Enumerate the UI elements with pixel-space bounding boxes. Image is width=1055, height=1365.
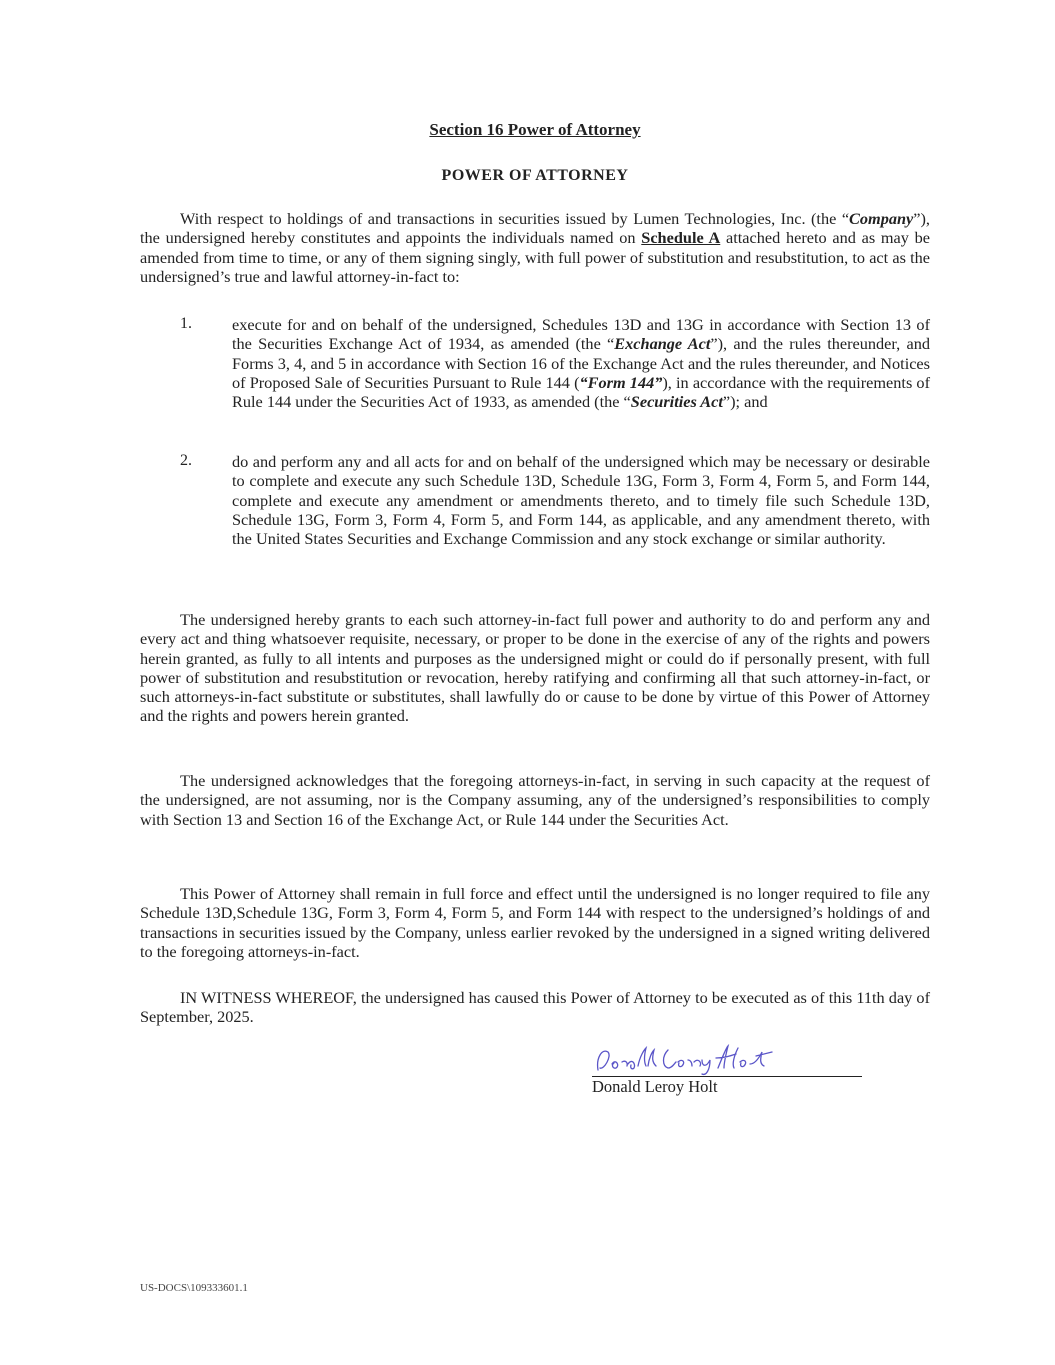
- defined-term: Exchange Act: [614, 334, 711, 354]
- schedule-a-reference: Schedule A: [641, 228, 721, 248]
- signature-block: [592, 1040, 862, 1097]
- text: execute for and on behalf of the undersigned, Schedules 13D and 13G in accordance with Section 13 of the Securities Exchange Act of 1934, as amended (the “: [232, 315, 930, 354]
- defined-term: Securities Act: [630, 392, 723, 412]
- defined-term: Company: [849, 209, 914, 228]
- text: attached hereto and as may be amended from time to time, or any of them signing singly, with full power of substitution and resubstitution, to act as the undersigned’s true and lawful attorney-in-fact to:: [140, 228, 931, 286]
- list-item: [180, 315, 930, 411]
- list-number: 2.: [180, 452, 192, 469]
- handwritten-signature: [592, 1040, 862, 1080]
- text: ”), and the rules thereunder, and Forms 3, 4, and 5 in accordance with Section 16 of the Exchange Act and the rules thereunder, and Notices of Proposed Sale of Securities Pursuant to Rule 144 (: [232, 334, 930, 392]
- document-title: Section 16 Power of Attorney: [429, 120, 641, 139]
- document-id-footer: US-DOCS\109333601.1: [140, 1282, 248, 1294]
- defined-term: “Form 144”: [579, 372, 663, 392]
- list-item-text: do and perform any and all acts for and on behalf of the undersigned which may be necessary or desirable to complete and execute any such Schedule 13D, Schedule 13G, Form 3, Form 4, Form 5, and Form 144, complete and execute any amendment or amendments thereto, and to timely file such Schedule 13D, Schedule 13G, Form 3, Form 4, Form 5, and Form 144, as applicable, and any amendment thereto, with the United States Securities and Exchange Commission and any stock exchange or similar authority.: [232, 452, 930, 549]
- signatory-name: Donald Leroy Holt: [592, 1077, 718, 1096]
- acknowledgement-paragraph: The undersigned acknowledges that the foregoing attorneys-in-fact, in serving in such capacity at the request of the undersigned, are not assuming, nor is the Company assuming, any of the undersigned’s responsibilities to comply with Section 13 and Section 16 of the Exchange Act, or Rule 144 under the Securities Act.: [140, 771, 930, 829]
- intro-paragraph: [140, 209, 930, 286]
- list-number: 1.: [180, 315, 192, 332]
- document-heading: POWER OF ATTORNEY: [441, 167, 629, 184]
- duration-paragraph: This Power of Attorney shall remain in full force and effect until the undersigned is no longer required to file any Schedule 13D,Schedule 13G, Form 3, Form 4, Form 5, and Form 144 with respect to the undersigned’s holdings of and transactions in securities issued by the Company, unless earlier revoked by the undersigned in a signed writing delivered to the foregoing attorneys-in-fact.: [140, 884, 930, 961]
- text: With respect to holdings of and transactions in securities issued by Lumen Technologies, Inc. (the “: [180, 209, 850, 228]
- text: ), in accordance with the requirements of Rule 144 under the Securities Act of 1933, as amended (the “: [232, 372, 930, 412]
- list-item: [180, 452, 930, 548]
- grant-paragraph: The undersigned hereby grants to each such attorney-in-fact full power and authority to do and perform any and every act and thing whatsoever requisite, necessary, or proper to be done in the exercise of any of the rights and powers herein granted, as fully to all intents and purposes as the undersigned might or could do if personally present, with full power of substitution and resubstitution or revocation, hereby ratifying and confirming all that such attorney-in-fact, or such attorneys-in-fact substitute or substitutes, shall lawfully do or cause to be done by virtue of this Power of Attorney and the rights and powers herein granted.: [140, 610, 930, 726]
- text: ”), the undersigned hereby constitutes and appoints the individuals named on: [140, 209, 930, 248]
- witness-paragraph: IN WITNESS WHEREOF, the undersigned has caused this Power of Attorney to be executed as of this 11th day of September, 2025.: [140, 988, 930, 1027]
- text: ”); and: [722, 392, 768, 412]
